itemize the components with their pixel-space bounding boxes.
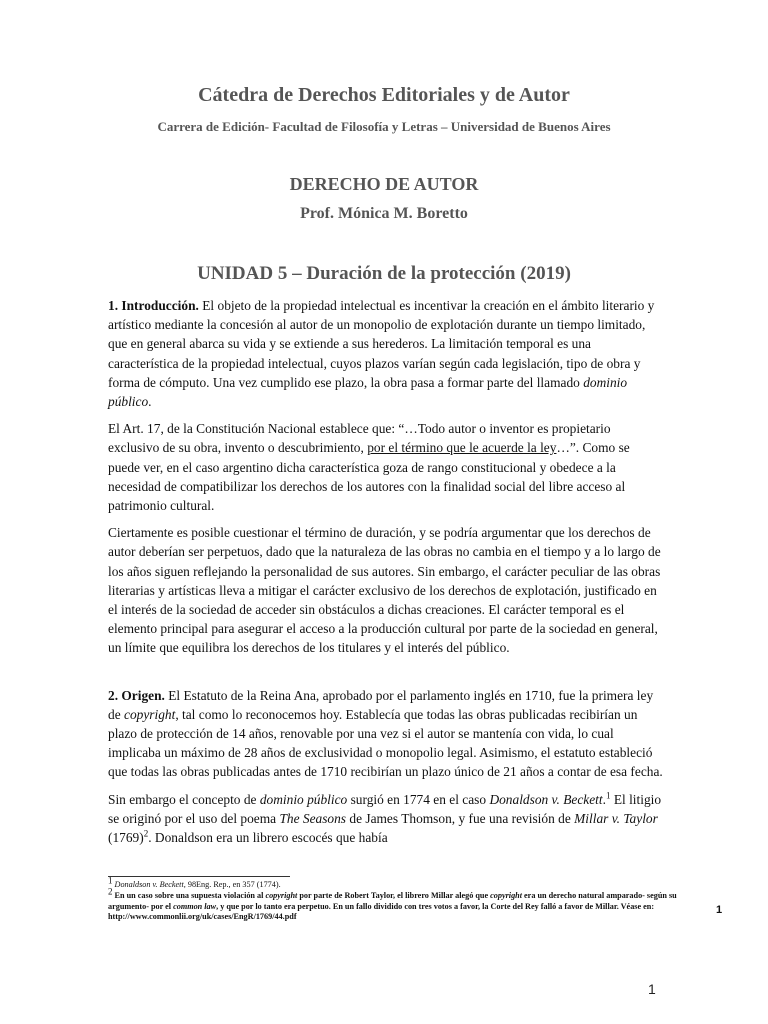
origin-p2-italic-1: dominio público xyxy=(259,791,348,807)
unit-title: UNIDAD 5 – Duración de la protección (2019) xyxy=(197,263,571,284)
origin-p2-italic-4: Millar v. Taylor xyxy=(574,810,658,826)
origin-p2-text-c: . xyxy=(602,791,606,807)
intro-p2-text-a: El Art. 17, de la Constitución Nacional establece que: “…Todo autor o inventor es propietario exclusivo de su obra, invento o descubrimiento, xyxy=(108,421,611,456)
origin-heading: 2. Origen. xyxy=(108,687,165,703)
footnote-1 xyxy=(108,875,688,891)
intro-p2-text-b: …”. Como se puede ver, en el caso argentino dicha característica goza de rango constitucional y obedece a la necesidad de compatibilizar los derechos de los autores con la finalidad social del libre acceso al patrimonio cultural. xyxy=(108,440,630,514)
origin-p2-text-b: surgió en 1774 en el caso xyxy=(347,791,490,807)
origin-p2-text-a: Sin embargo el concepto de xyxy=(108,791,260,807)
footnote-2 xyxy=(108,886,688,923)
origin-p2-italic-3: The Seasons xyxy=(279,810,347,826)
page-number: 1 xyxy=(648,981,656,997)
footnote-1-italic: Donaldson v. Beckett xyxy=(114,880,184,889)
intro-paragraph-2 xyxy=(108,419,664,515)
origin-p2-text-g: . Donaldson era un librero escocés que había xyxy=(148,830,388,846)
origin-p2-text-f: (1769) xyxy=(108,830,144,846)
intro-heading: 1. Introducción. xyxy=(108,298,199,313)
intro-p1-text: El objeto de la propiedad intelectual es incentivar la creación en el ámbito literario y artístico mediante la concesión al autor de un monopolio de explotación durante un tiempo limitado, que en general abarca su vida y se extiende a sus herederos. La limitación temporal es una característica de la propiedad intelectual, cuyos plazos varían según cada legislación, tipo de obra y forma de cómputo. Una vez cumplido ese plazo, la obra pasa a formar parte del llamado xyxy=(108,298,655,390)
intro-p1-italic: dominio público xyxy=(108,374,628,410)
origin-p2-text-e: de James Thomson, y fue una revisión de xyxy=(346,810,575,826)
footnote-2-italic-3: common law xyxy=(173,901,217,911)
footnote-2-text-c: era un derecho natural amparado- según su argumento- por el xyxy=(108,890,677,911)
footnote-2-number: 2 xyxy=(108,886,113,897)
origin-paragraph-1 xyxy=(108,686,664,782)
footnote-2-text-a: En un caso sobre una supuesta violación al xyxy=(112,890,266,900)
course-title: DERECHO DE AUTOR xyxy=(289,174,479,194)
footnotes xyxy=(108,875,688,923)
side-page-marker: 1 xyxy=(716,904,723,916)
footnote-ref-1[interactable]: 1 xyxy=(605,790,611,801)
origin-p1-italic: copyright xyxy=(124,706,176,722)
footnote-1-text: , 98Eng. Rep., en 357 (1774). xyxy=(183,880,281,889)
footnote-1-number: 1 xyxy=(108,875,113,886)
intro-p2-underlined: por el término que le acuerde la ley xyxy=(367,440,557,456)
professor-name: Prof. Mónica M. Boretto xyxy=(300,205,468,222)
chair-title: Cátedra de Derechos Editoriales y de Autor xyxy=(198,84,570,106)
origin-p1-text-b: , tal como lo reconocemos hoy. Establecía que todas las obras publicadas recibirían un plazo de protección de 14 años, renovable por una vez si el autor se mantenía con vida, lo cual implicaba un máximo de 28 años de exclusividad o monopolio legal. Asimismo, el estatuto estableció que todas las obras publicadas antes de 1710 recibirían un plazo único de 21 años a contar de esa fecha. xyxy=(108,706,663,780)
intro-p1-end: . xyxy=(148,394,152,410)
footnote-2-italic-2: copyright xyxy=(490,890,522,900)
origin-p2-text-d: El litigio se originó por el uso del poema xyxy=(108,791,662,826)
footnote-separator xyxy=(108,876,290,877)
faculty-subtitle: Carrera de Edición- Facultad de Filosofía y Letras – Universidad de Buenos Aires xyxy=(157,119,611,134)
document-body xyxy=(108,296,664,855)
origin-paragraph-2 xyxy=(108,790,664,848)
footnote-2-text-d: , y que por lo tanto era perpetuo. En un fallo dividido con tres votos a favor, la Corte del Rey falló a favor de Millar. Véase en: xyxy=(216,901,655,911)
intro-paragraph-1 xyxy=(108,296,664,411)
footnote-ref-2[interactable]: 2 xyxy=(143,828,149,839)
origin-p2-italic-2: Donaldson v. Beckett xyxy=(489,791,603,807)
intro-paragraph-3: Ciertamente es posible cuestionar el término de duración, y se podría argumentar que los derechos de autor deberían ser perpetuos, dado que la naturaleza de las obras no cambia en el tiempo y a lo largo de los años siguen reflejando la personalidad de sus autores. Sin embargo, el carácter peculiar de las obras literarias y artísticas lleva a mitigar el carácter exclusivo de los derechos de explotación, justificado en el interés de la sociedad de acceder sin obstáculos a dichas creaciones. El carácter temporal es el elemento principal para asegurar el acceso a la producción cultural por parte de la sociedad en general, un límite que equilibra los derechos de los titulares y el interés del público. xyxy=(108,525,661,656)
footnote-2-italic-1: copyright xyxy=(265,890,298,900)
footnote-2-link[interactable]: http://www.commonlii.org/uk/cases/EngR/1769/44.pdf xyxy=(108,912,297,922)
footnote-2-text-b: por parte de Robert Taylor, el librero Millar alegó que xyxy=(297,890,491,900)
origin-p1-text-a: El Estatuto de la Reina Ana, aprobado por el parlamento inglés en 1710, fue la primera ley de xyxy=(108,687,654,722)
